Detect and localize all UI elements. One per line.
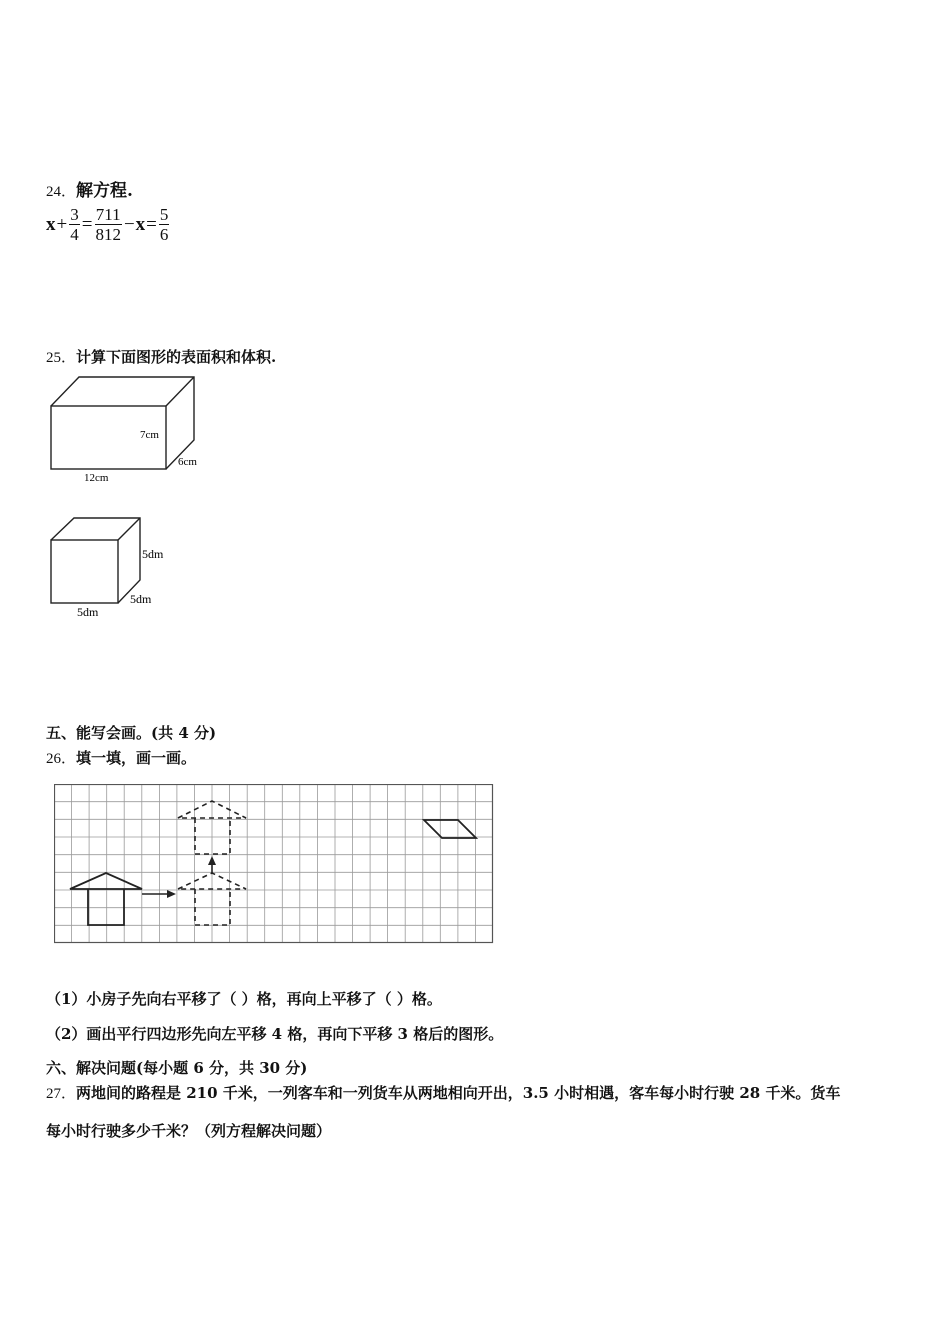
cube-height-label: 5dm	[142, 547, 164, 561]
eq-fraction-1	[69, 206, 80, 243]
cube-length-label: 5dm	[77, 605, 99, 619]
eq-var-x: x	[46, 213, 56, 235]
up-arrow	[208, 856, 216, 873]
cube-figure	[40, 512, 190, 624]
cuboid-top-edge	[166, 377, 194, 406]
q25-heading	[46, 346, 276, 367]
cuboid-figure	[40, 370, 220, 490]
cuboid-back-edges	[51, 377, 194, 469]
translation-grid	[54, 784, 496, 946]
eq-minus: −	[123, 213, 135, 235]
section5-title: 五、能写会画。(共 4 分)	[46, 724, 217, 742]
section6-title: 六、解决问题(每小题 6 分，共 30 分)	[46, 1059, 308, 1077]
eq-fraction-3	[159, 206, 170, 243]
house-dashed-body-1	[195, 889, 230, 925]
q26-title: 填一填，画一画。	[76, 749, 197, 767]
eq-fraction-2-num: 711	[95, 205, 121, 224]
eq-fraction-1-den: 4	[70, 225, 79, 244]
grid-lines	[55, 785, 494, 944]
q26-heading	[46, 747, 196, 768]
grid-border	[55, 785, 493, 943]
q25-title: 计算下面图形的表面积和体积.	[76, 348, 277, 366]
eq-fraction-1-num: 3	[70, 205, 79, 224]
cube-top-edge	[118, 518, 140, 540]
parallelogram	[424, 820, 476, 838]
q26-part1: （1）小房子先向右平移了（ ）格，再向上平移了（ ）格。	[46, 990, 442, 1008]
q27-number: 27．	[46, 1086, 77, 1102]
q24-heading	[46, 176, 133, 201]
q24-number: 24．	[46, 184, 77, 200]
house-roof	[70, 873, 142, 889]
house-dashed-body-2	[195, 818, 230, 854]
house-body	[88, 889, 124, 925]
eq-equals-2: =	[146, 213, 157, 235]
eq-var-x-2: x	[135, 213, 146, 235]
eq-equals-1: =	[81, 213, 93, 235]
cuboid-length-label: 12cm	[84, 472, 109, 484]
q27-text-1: 两地间的路程是 210 千米，一列客车和一列货车从两地相向开出，3.5 小时相遇，客车每小时行驶 28 千米。货车	[76, 1084, 841, 1102]
house-solid	[70, 873, 142, 925]
cuboid-height-label: 7cm	[140, 429, 159, 441]
q27-line2: 每小时行驶多少千米？（列方程解决问题）	[46, 1122, 332, 1140]
q26-part2: （2）画出平行四边形先向左平移 4 格，再向下平移 3 格后的图形。	[46, 1025, 504, 1043]
eq-plus: +	[56, 213, 68, 235]
eq-fraction-3-num: 5	[159, 205, 169, 224]
eq-fraction-2-den: 812	[95, 225, 121, 244]
cuboid-width-label: 6cm	[178, 456, 197, 468]
q24-equation	[46, 206, 170, 243]
cube-width-label: 5dm	[130, 592, 152, 606]
eq-fraction-3-den: 6	[159, 225, 169, 244]
eq-fraction-2	[94, 206, 122, 243]
q27-line1	[46, 1082, 916, 1103]
cube-front-face	[51, 540, 118, 603]
q26-number: 26．	[46, 751, 77, 767]
q25-number: 25．	[46, 350, 77, 366]
q24-title: 解方程.	[76, 181, 133, 201]
